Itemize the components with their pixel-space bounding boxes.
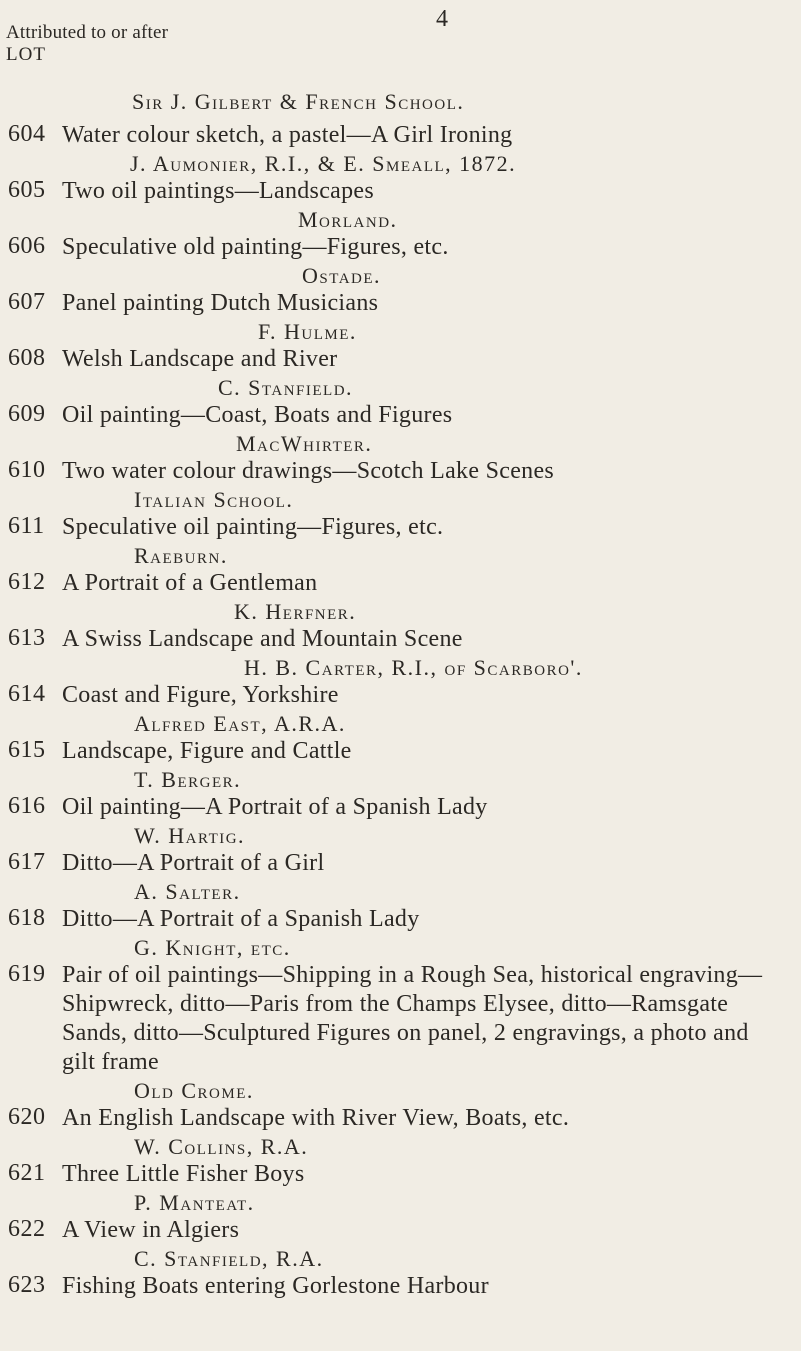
lot-title: An English Landscape with River View, Boats, etc. [62,1105,570,1131]
lot-number: 609 [8,401,46,427]
lot-artist: Raeburn. [134,543,228,568]
lot-entry [0,177,801,233]
lot-title: Oil painting—Coast, Boats and Figures [62,402,453,428]
lot-entry [0,88,801,115]
lot-title: Two water colour drawings—Scotch Lake Scenes [62,458,555,484]
lot-number: 620 [8,1104,46,1130]
lot-artist: Alfred East, A.R.A. [134,711,346,736]
lot-artist: C. Stanfield, R.A. [134,1246,324,1271]
lot-number: 623 [8,1272,46,1298]
lot-number: 606 [8,233,46,259]
lot-number: 605 [8,177,46,203]
lot-title: A Portrait of a Gentleman [62,570,318,596]
lot-entry [0,1272,801,1301]
lot-entry [0,1104,801,1160]
lot-entry [0,1216,801,1272]
lot-list [0,88,801,1301]
lot-title: Coast and Figure, Yorkshire [62,682,339,708]
lot-number: 621 [8,1160,46,1186]
lot-artist: H. B. Carter, R.I., of Scarboro'. [244,655,583,680]
lot-artist: Old Crome. [134,1078,254,1103]
lot-title: Ditto—A Portrait of a Spanish Lady [62,906,420,932]
lot-artist: T. Berger. [134,767,242,792]
lot-entry [0,513,801,569]
lot-title: Water colour sketch, a pastel—A Girl Ironing [62,122,513,148]
lot-number: 616 [8,793,46,819]
lot-title: Speculative old painting—Figures, etc. [62,234,449,260]
lot-artist: F. Hulme. [258,319,357,344]
lot-title: Welsh Landscape and River [62,346,338,372]
lot-entry [0,1160,801,1216]
lot-title: Panel painting Dutch Musicians [62,290,379,316]
lot-artist: P. Manteat. [134,1190,255,1215]
lot-title: Pair of oil paintings—Shipping in a Rough Sea, historical engraving—Shipwreck, ditto—Paris from the Champs Elysee, ditto—Ramsgate Sands, ditto—Sculptured Figures on panel, 2 engravings, a photo and gilt frame [62,962,763,1075]
lot-title: Landscape, Figure and Cattle [62,738,352,764]
lot-title: Three Little Fisher Boys [62,1161,305,1187]
lot-number: 607 [8,289,46,315]
attribution-header: Attributed to or after [6,22,169,43]
lot-artist: K. Herfner. [234,599,357,624]
lot-entry [0,401,801,457]
lot-artist: G. Knight, etc. [134,935,291,960]
lot-entry [0,457,801,513]
lot-title: Two oil paintings—Landscapes [62,178,374,204]
lot-title: Oil painting—A Portrait of a Spanish Lady [62,794,488,820]
lot-number: 619 [8,961,46,987]
lot-number: 615 [8,737,46,763]
lot-artist: Sir J. Gilbert & French School. [132,89,465,114]
lot-entry [0,737,801,793]
lot-number: 618 [8,905,46,931]
lot-title: A Swiss Landscape and Mountain Scene [62,626,463,652]
lot-artist: MacWhirter. [236,431,373,456]
lot-artist: W. Collins, R.A. [134,1134,309,1159]
lot-number: 622 [8,1216,46,1242]
lot-number: 612 [8,569,46,595]
lot-entry [0,905,801,961]
lot-artist: Italian School. [134,487,294,512]
lot-entry [0,681,801,737]
lot-entry [0,345,801,401]
lot-entry [0,233,801,289]
lot-number: 614 [8,681,46,707]
lot-number: 613 [8,625,46,651]
lot-title: Ditto—A Portrait of a Girl [62,850,325,876]
lot-column-header: LOT [6,44,46,65]
lot-entry [0,121,801,177]
lot-number: 611 [8,513,45,539]
lot-number: 604 [8,121,46,147]
lot-number: 617 [8,849,46,875]
lot-artist: C. Stanfield. [218,375,354,400]
lot-artist: Morland. [298,207,398,232]
lot-entry [0,625,801,681]
lot-entry [0,289,801,345]
page-number: 4 [436,6,448,32]
lot-artist: A. Salter. [134,879,241,904]
lot-entry [0,793,801,849]
lot-entry [0,569,801,625]
lot-title: Speculative oil painting—Figures, etc. [62,514,444,540]
lot-entry [0,961,801,1104]
lot-artist: J. Aumonier, R.I., & E. Smeall, 1872. [130,151,517,176]
lot-number: 608 [8,345,46,371]
lot-entry [0,849,801,905]
lot-artist: Ostade. [302,263,382,288]
lot-artist: W. Hartig. [134,823,246,848]
lot-title: Fishing Boats entering Gorlestone Harbour [62,1273,489,1299]
lot-number: 610 [8,457,46,483]
lot-title: A View in Algiers [62,1217,240,1243]
